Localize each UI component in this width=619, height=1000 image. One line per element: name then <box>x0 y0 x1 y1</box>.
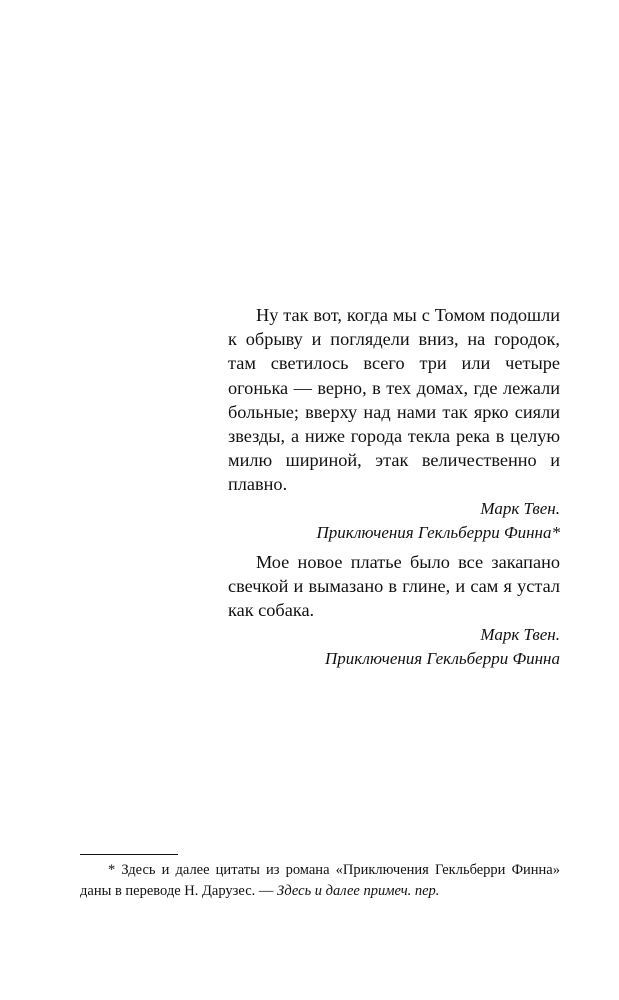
epigraph-quote: Мое новое платье было все закапано свечкой и вымазано в глине, и сам я устал как собака. <box>228 552 560 621</box>
epigraph-work: Приключения Гекльберри Финна <box>324 648 560 668</box>
epigraph-1 <box>228 303 560 545</box>
epigraph-author: Марк Твен. <box>480 498 560 518</box>
footnote-editor-note: Здесь и далее примеч. пер. <box>277 882 440 899</box>
epigraph-2 <box>228 550 560 671</box>
epigraph-work: Приключения Гекльберри Финна* <box>316 522 560 542</box>
footnote <box>80 860 560 901</box>
epigraph-author: Марк Твен. <box>480 624 560 644</box>
footnote-text: * Здесь и далее цитаты из романа «Приключения Гекльберри Финна» даны в переводе Н. Дарузес. — <box>80 862 560 899</box>
footnote-divider <box>80 854 178 855</box>
epigraph-quote: Ну так вот, когда мы с Томом подошли к обрыву и поглядели вниз, на городок, там светилось всего три или четыре огонька — верно, в тех домах, где лежали больные; вверху над нами так ярко сияли звезды, а ниже города текла река в целую милю шириной, этак величественно и плавно. <box>228 305 560 495</box>
